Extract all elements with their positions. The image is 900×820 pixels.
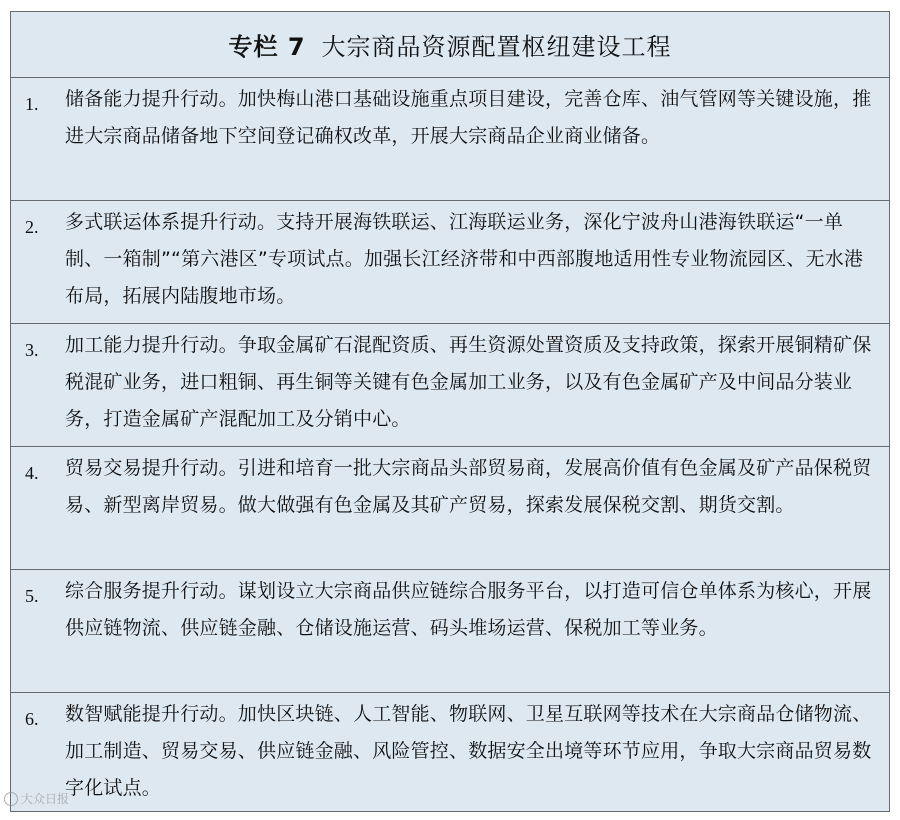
- item-text: 储备能力提升行动。加快梅山港口基础设施重点项目建设，完善仓库、油气管网等关键设施，推进大宗商品储备地下空间登记确权改革，开展大宗商品企业商业储备。: [65, 88, 872, 147]
- item-number: 2.: [25, 217, 39, 237]
- item-number: 1.: [25, 94, 39, 114]
- item-text: 多式联运体系提升行动。支持开展海铁联运、江海联运业务，深化宁波舟山港海铁联运“一单制、一箱制”“第六港区”专项试点。加强长江经济带和中西部腹地适用性专业物流园区、无水港布局，拓展内陆腹地市场。: [65, 211, 864, 307]
- box-title-label: 专栏 7: [228, 33, 306, 61]
- list-item: [11, 693, 889, 811]
- list-item: [11, 447, 889, 570]
- list-item: [11, 570, 889, 693]
- feature-box: [10, 11, 890, 812]
- list-item: [11, 201, 889, 324]
- box-title: [11, 12, 889, 78]
- item-number: 4.: [25, 463, 39, 483]
- item-number: 6.: [25, 709, 39, 729]
- item-text: 贸易交易提升行动。引进和培育一批大宗商品头部贸易商，发展高价值有色金属及矿产品保税贸易、新型离岸贸易。做大做强有色金属及其矿产贸易，探索发展保税交割、期货交割。: [65, 457, 872, 516]
- list-item: [11, 324, 889, 447]
- item-number: 5.: [25, 586, 39, 606]
- item-text: 综合服务提升行动。谋划设立大宗商品供应链综合服务平台，以打造可信仓单体系为核心，开展供应链物流、供应链金融、仓储设施运营、码头堆场运营、保税加工等业务。: [65, 580, 872, 639]
- list-item: [11, 78, 889, 201]
- item-number: 3.: [25, 340, 39, 360]
- watermark-logo-icon: [4, 792, 18, 806]
- box-title-text: 大宗商品资源配置枢纽建设工程: [321, 33, 672, 61]
- watermark: [4, 790, 69, 807]
- item-text: 加工能力提升行动。争取金属矿石混配资质、再生资源处置资质及支持政策，探索开展铜精矿保税混矿业务，进口粗铜、再生铜等关键有色金属加工业务，以及有色金属矿产及中间品分装业务，打造金属矿产混配加工及分销中心。: [65, 334, 872, 430]
- item-text: 数智赋能提升行动。加快区块链、人工智能、物联网、卫星互联网等技术在大宗商品仓储物流、加工制造、贸易交易、供应链金融、风险管控、数据安全出境等环节应用，争取大宗商品贸易数字化试点。: [65, 703, 872, 799]
- watermark-text: 大众日报: [21, 792, 70, 806]
